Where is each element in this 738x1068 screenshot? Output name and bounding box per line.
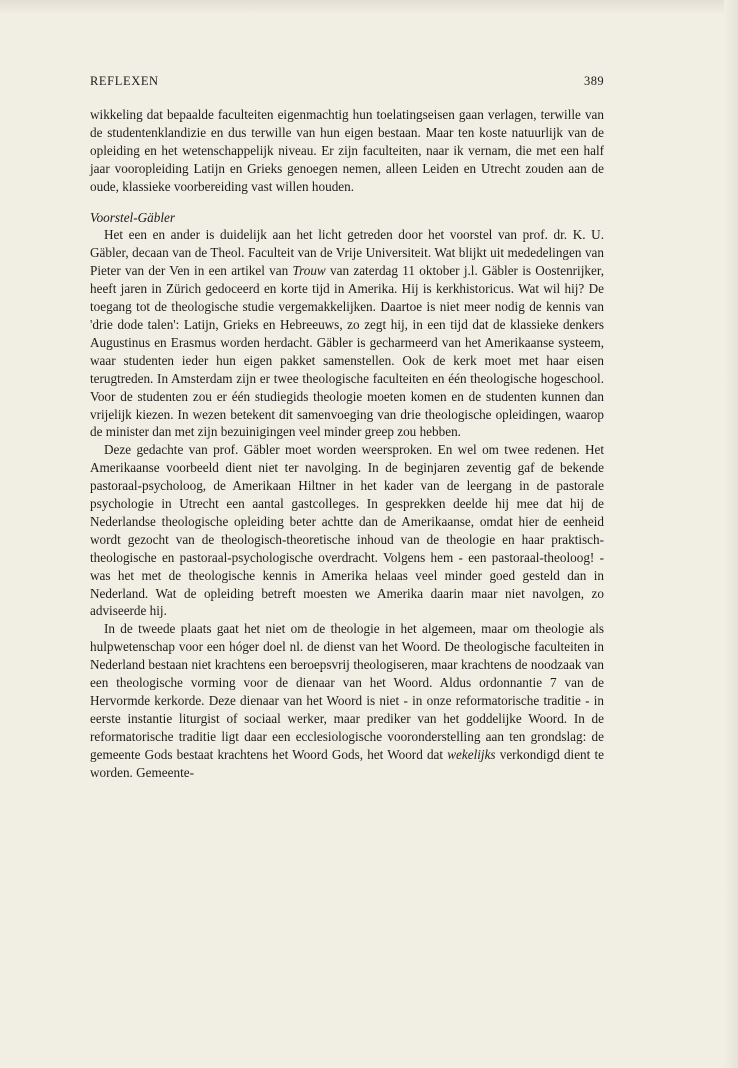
article-body: [90, 106, 604, 782]
paragraph-2: Deze gedachte van prof. Gäbler moet worden weersproken. En wel om twee redenen. Het Amerikaanse voorbeeld dient niet ter navolging. In de beginjaren zeventig gaf de bekende pastoraal-psycholoog, de Amerikaan Hiltner in het kader van de leergang in de pastorale psychologie in Utrecht een aantal gastcolleges. In gesprekken deelde hij mee dat hij de Nederlandse theologische opleiding beter achtte dan de Amerikaanse, omdat hier de eenheid wordt gezocht van de theologisch-theoretische inhoud van de theologie en haar praktisch-theologische en pastoraal-psychologische overdracht. Volgens hem - een pastoraal-theoloog! - was het met de theologische kennis in Amerika helaas veel minder goed gesteld dan in Nederland. Wat de opleiding betreft moesten we Amerika daarin maar niet navolgen, zo adviseerde hij.: [90, 442, 604, 619]
newspaper-title: Trouw: [292, 263, 326, 279]
paragraph-1-part-b: van zaterdag 11 oktober j.l. Gäbler is Oostenrijker, heeft jaren in Zürich gedoceerd en korte tijd in Amerika. Hij is kerkhistoricus. Wat wil hij? De toegang tot de theologische studie vergemakkelijken. Daartoe is niet meer nodig de kennis van 'drie dode talen': Latijn, Grieks en Hebreeuws, zo zegt hij, in een tijd dat de klassieke denkers Augustinus en Erasmus worden herdacht. Gäbler is gecharmeerd van het Amerikaanse systeem, waar studenten ieder hun eigen pakket samenstellen. Ook de kerk moet met haar eisen terugtreden. In Amsterdam zijn er twee theologische faculteiten en één theologische hogeschool. Voor de studenten zou er één studiegids theologie moeten komen en de studenten kunnen dan vrijelijk kiezen. In wezen betekent dit samenvoeging van drie theologische opleidingen, waarop de minister dan met zijn bezuinigingen veel minder greep zou hebben.: [90, 263, 604, 440]
paragraph-3-part-a: In de tweede plaats gaat het niet om de theologie in het algemeen, maar om theologie als hulpwetenschap voor een hóger doel nl. de dienst van het Woord. De theologische faculteiten in Nederland bestaan niet krachtens een beroepsvrij theologiseren, maar krachtens de noodzaak van een theologische vorming voor de dienaar van het Woord. Aldus ordonnantie 7 van de Hervormde kerkorde. Deze dienaar van het Woord is niet - in onze reformatorische traditie - in eerste instantie liturgist of sociaal werker, maar prediker van het goddelijke Woord. In de reformatorische traditie ligt daar een ecclesiologische vooronderstelling aan ten grondslag: de gemeente Gods bestaat krachtens het Woord Gods, het Woord dat: [90, 621, 604, 762]
running-head: [90, 74, 604, 89]
paragraph-1: [90, 226, 604, 441]
paragraph-3: [90, 620, 604, 781]
page-right-shadow: [724, 0, 738, 1068]
emphasis-word: wekelijks: [447, 746, 496, 762]
paragraph-3-part-b: verkondigd dient te worden. Gemeente-: [90, 746, 604, 780]
section-heading: Voorstel-Gäbler: [90, 209, 175, 225]
page-sheet: [90, 74, 604, 782]
opening-paragraph: wikkeling dat bepaalde faculteiten eigenmachtig hun toelatingseisen gaan verlagen, terwille van de studentenklandizie en dus terwille van hun eigen bestaan. Maar ten koste natuurlijk van de opleiding en het wetenschappelijk niveau. Er zijn faculteiten, naar ik vernam, die met een half jaar vooropleiding Latijn en Grieks genoegen nemen, alleen Leiden en Utrecht zouden aan de oude, klassieke voorbereiding vast willen houden.: [90, 107, 604, 194]
page-number: 389: [584, 74, 604, 88]
page-top-shadow: [0, 0, 738, 14]
paragraph-1-part-a: Het een en ander is duidelijk aan het licht getreden door het voorstel van prof. dr. K. U. Gäbler, decaan van de Theol. Faculteit van de Vrije Universiteit. Wat blijkt uit mededelingen van Pieter van der Ven in een artikel van: [90, 227, 604, 279]
running-title: REFLEXEN: [90, 74, 159, 88]
